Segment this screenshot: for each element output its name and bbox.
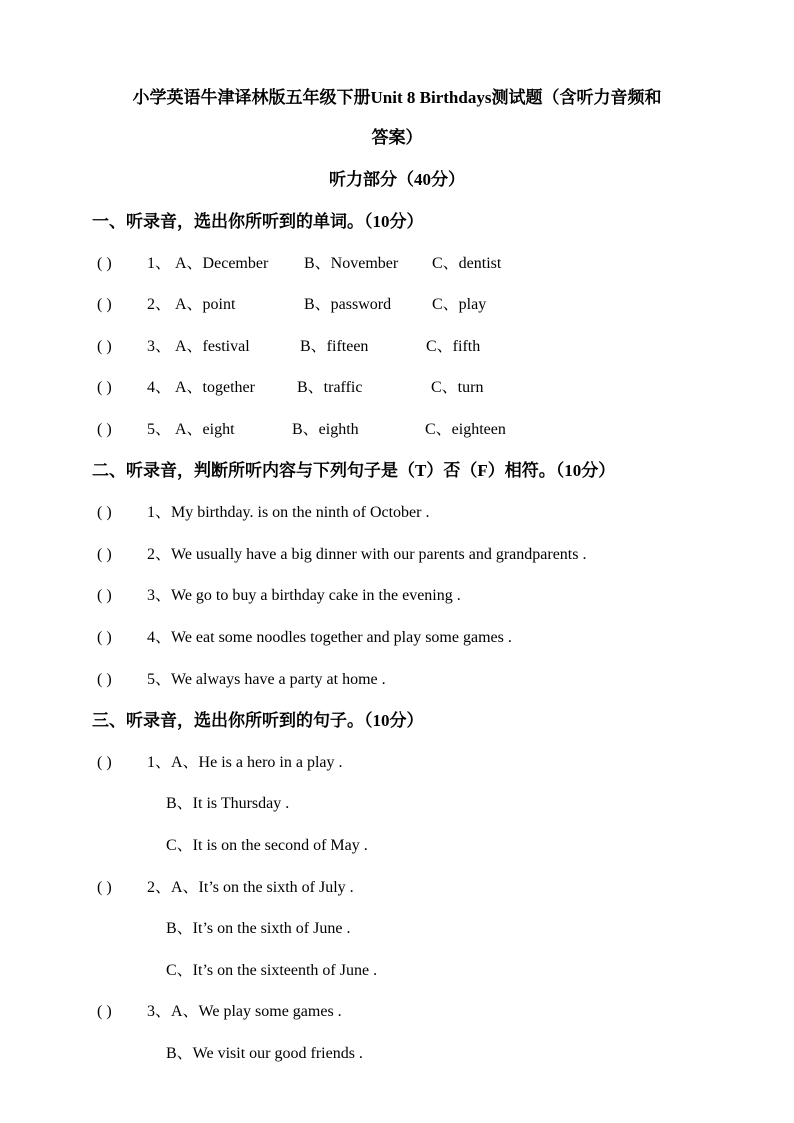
answer-blank[interactable]: ( ) [97,879,112,896]
section2-item-4 [97,628,512,648]
item-number: 4、 [147,379,172,396]
statement-text: 3、We go to buy a birthday cake in the evening . [147,587,461,604]
option-b: B、eighth [292,421,359,438]
option-text: 1、A、He is a hero in a play . [147,754,343,771]
section3-heading: 三、听录音，选出你所听到的句子。（10分） [92,711,424,730]
section1-heading: 一、听录音，选出你所听到的单词。（10分） [92,212,424,231]
option-c: C、play [432,296,487,313]
option-a: A、December [175,255,269,272]
section3-q1-option-c: C、It is on the second of May . [166,837,368,854]
section3-q2-option-a [97,878,354,898]
section3-q2-option-c: C、It’s on the sixteenth of June . [166,962,378,979]
section3-q1-option-b: B、It is Thursday . [166,795,290,812]
answer-blank[interactable]: ( ) [97,629,112,646]
section2-item-2 [97,545,587,565]
section1-item-1 [97,254,697,274]
answer-blank[interactable]: ( ) [97,379,112,396]
statement-text: 2、We usually have a big dinner with our parents and grandparents . [147,546,587,563]
section1-item-2 [97,295,697,315]
option-b: B、traffic [297,379,363,396]
option-c: C、fifth [426,338,481,355]
section1-item-5 [97,420,697,440]
option-b: B、November [304,255,399,272]
option-a: A、together [175,379,255,396]
option-c: C、turn [431,379,484,396]
answer-blank[interactable]: ( ) [97,754,112,771]
answer-blank[interactable]: ( ) [97,504,112,521]
answer-blank[interactable]: ( ) [97,587,112,604]
answer-blank[interactable]: ( ) [97,421,112,438]
section3-q3-option-b: B、We visit our good friends . [166,1045,363,1062]
listening-part-header: 听力部分（40分） [329,170,465,189]
statement-text: 5、We always have a party at home . [147,671,386,688]
section3-q2-option-b: B、It’s on the sixth of June . [166,920,351,937]
section1-item-4 [97,378,697,398]
answer-blank[interactable]: ( ) [97,546,112,563]
answer-blank[interactable]: ( ) [97,255,112,272]
section2-item-5 [97,670,386,690]
section2-heading: 二、听录音，判断所听内容与下列句子是（T）否（F）相符。（10分） [92,461,616,480]
answer-blank[interactable]: ( ) [97,338,112,355]
option-c: C、eighteen [425,421,506,438]
document-title-line2: 答案） [371,128,423,147]
answer-blank[interactable]: ( ) [97,296,112,313]
section2-item-1 [97,503,430,523]
option-a: A、eight [175,421,235,438]
option-a: A、festival [175,338,250,355]
item-number: 2、 [147,296,172,313]
statement-text: 1、My birthday. is on the ninth of October . [147,504,430,521]
option-c: C、dentist [432,255,502,272]
option-text: 3、A、We play some games . [147,1003,342,1020]
statement-text: 4、We eat some noodles together and play some games . [147,629,512,646]
item-number: 5、 [147,421,172,438]
option-b: B、password [304,296,392,313]
item-number: 1、 [147,255,172,272]
item-number: 3、 [147,338,172,355]
section3-q3-option-a [97,1002,342,1022]
section2-item-3 [97,586,461,606]
section3-q1-option-a [97,753,343,773]
option-a: A、point [175,296,236,313]
option-text: 2、A、It’s on the sixth of July . [147,879,354,896]
document-title-line1: 小学英语牛津译林版五年级下册Unit 8 Birthdays测试题（含听力音频和 [132,88,662,107]
answer-blank[interactable]: ( ) [97,671,112,688]
section1-item-3 [97,337,697,357]
option-b: B、fifteen [300,338,369,355]
answer-blank[interactable]: ( ) [97,1003,112,1020]
